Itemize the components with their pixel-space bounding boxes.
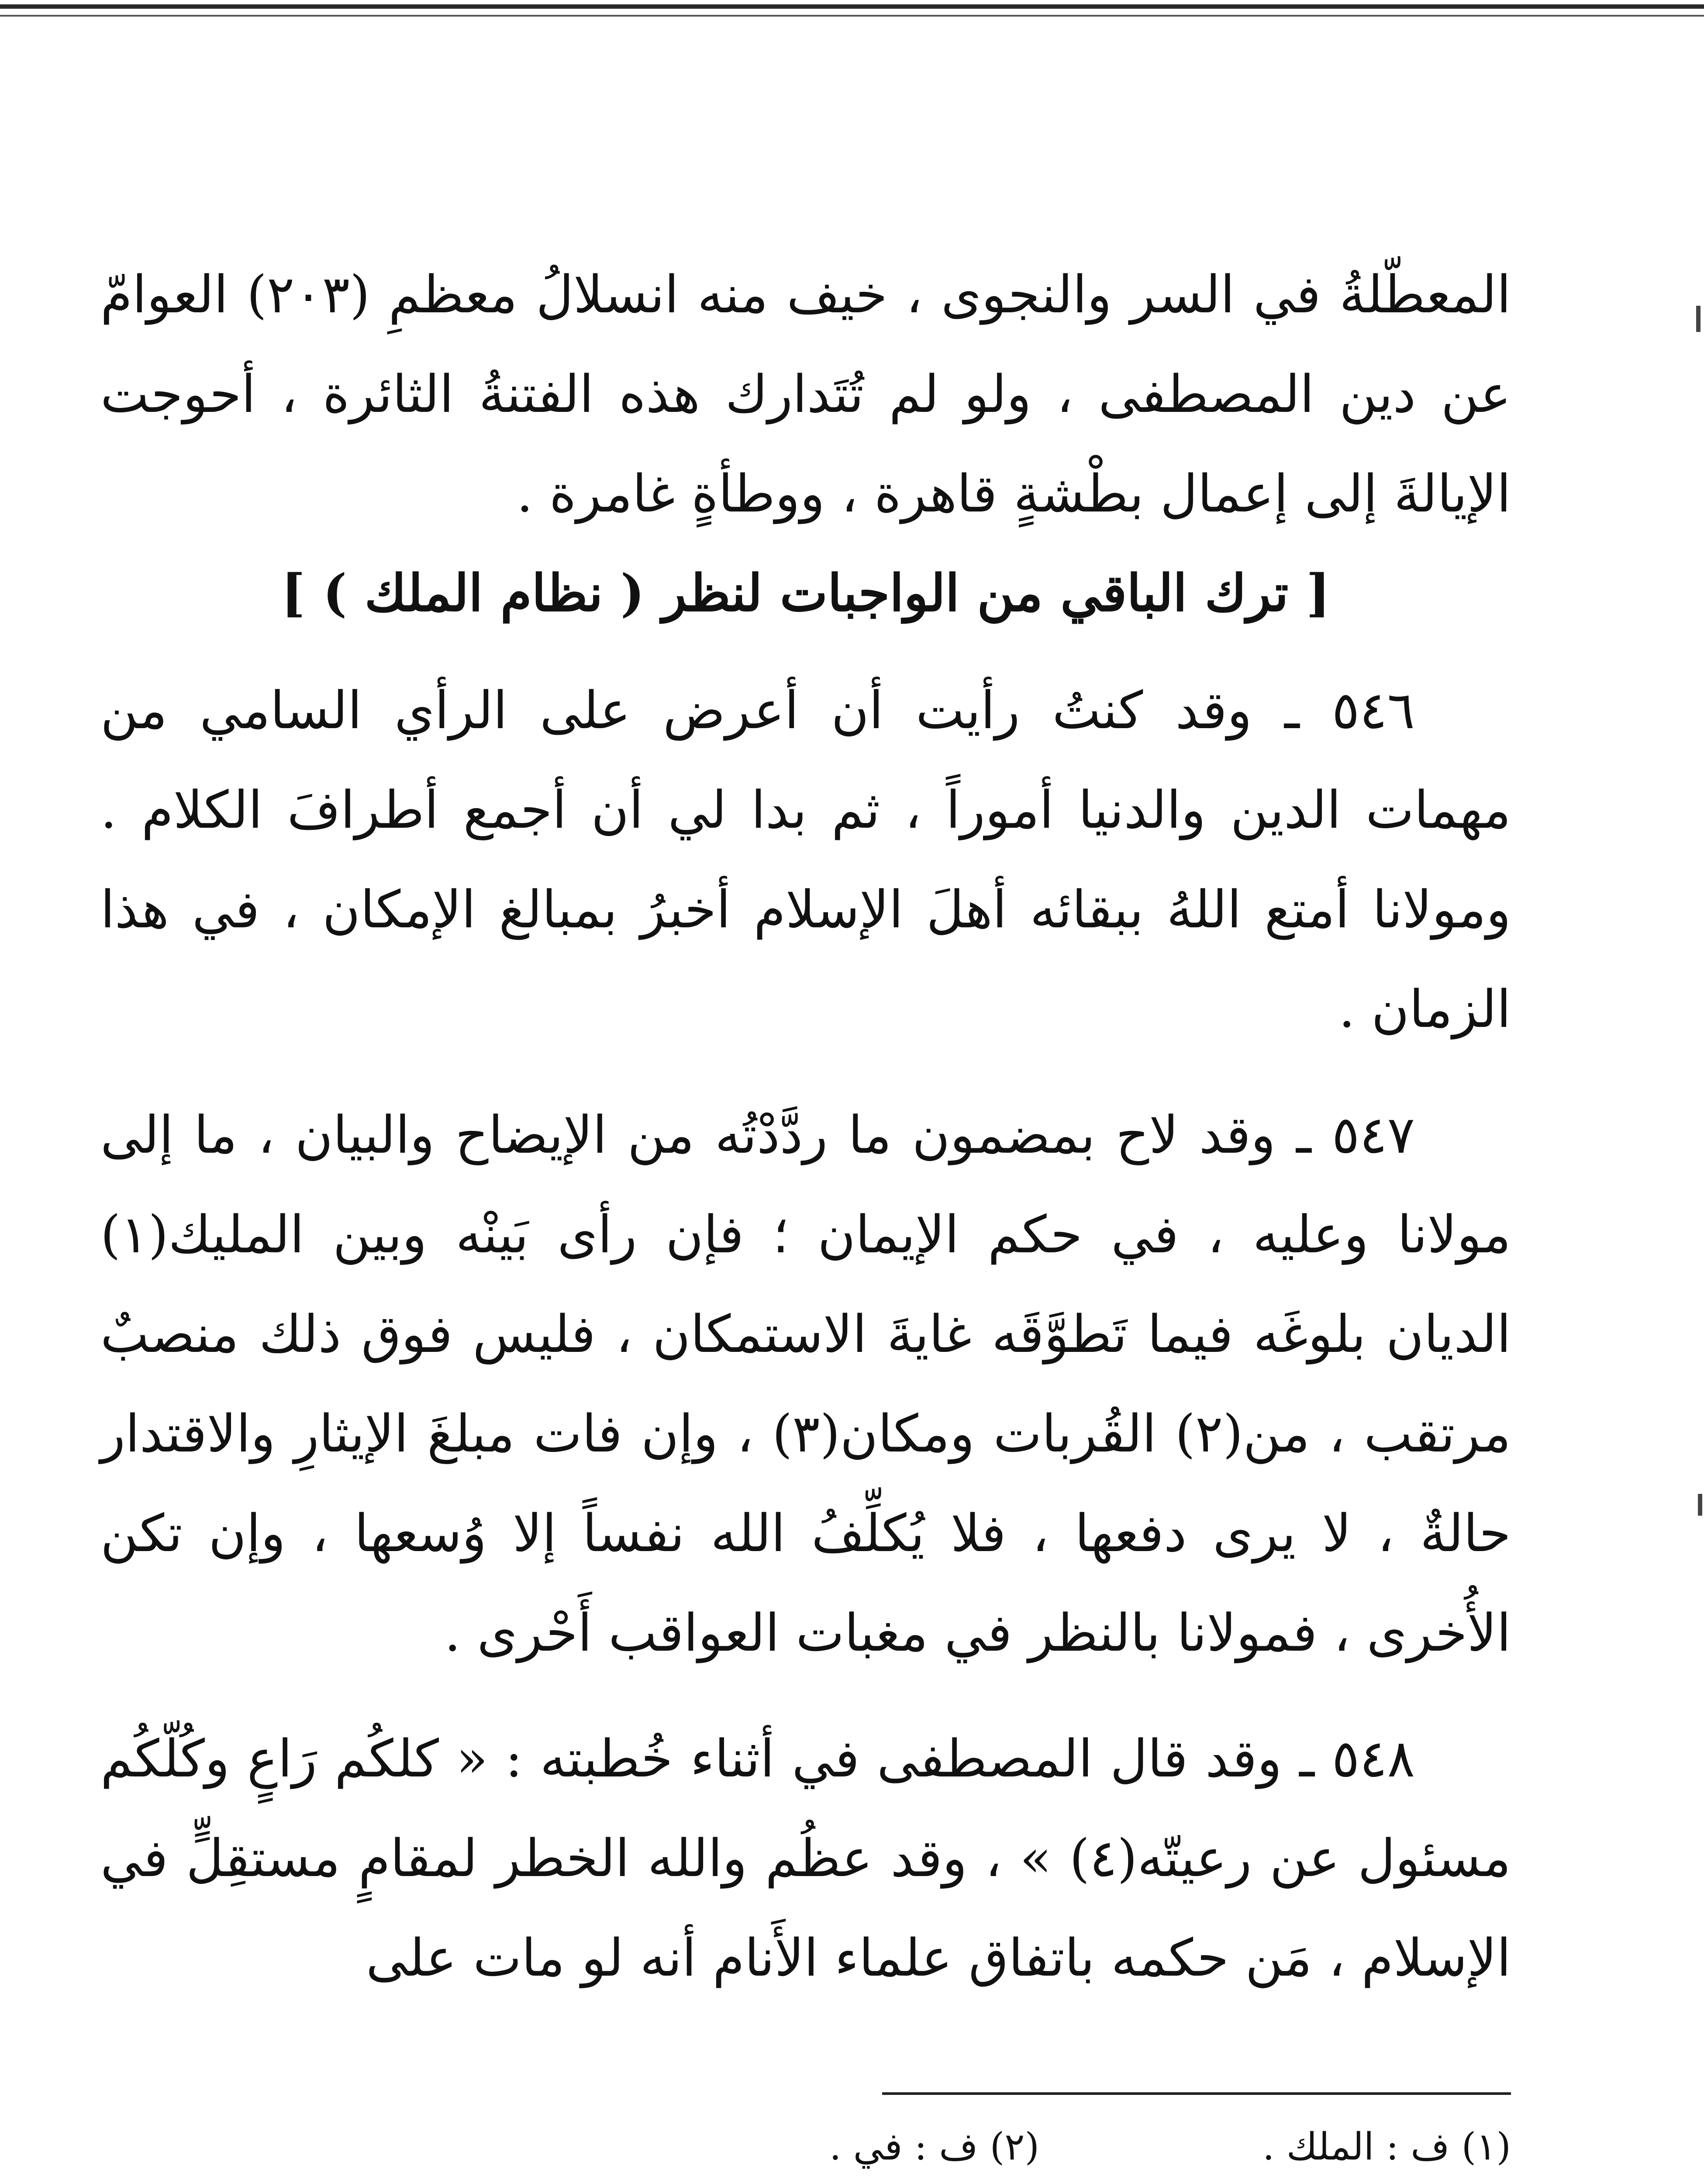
margin-mark-top: [1696, 306, 1701, 332]
footnote-4: [568, 2180, 1039, 2184]
footnote-row-1: [550, 2114, 1511, 2180]
footnote-1: (١) ف : الملك .: [1262, 2125, 1511, 2169]
paragraph-548: ٥٤٨ ـ وقد قال المصطفى في أثناء خُطبته : « كلكُم رَاعٍ وكُلّكُم مسئول عن رعيتّه(٤) » ، وقد عظُم والله الخطر لمقامٍ مستقِلٍّ في الإسلام ، مَن حكمه باتفاق علماء الأَنام أنه لو مات على: [100, 1728, 1511, 1988]
paragraph-intro: المعطّلةُ في السر والنجوى ، خيف منه انسلالُ معظمِ (٢٠٣) العوامّ عن دين المصطفى ، ولو لم تُتَدارك هذه الفتنةُ الثائرة ، أحوجت الإيالةَ إلى إعمال بطْشةٍ قاهرة ، ووطأةٍ غامرة .: [100, 264, 1511, 524]
section-heading: [ ترك الباقي من الواجبات لنظر ( نظام الملك ) ]: [281, 563, 1330, 623]
paragraph-546: ٥٤٦ ـ وقد كنتُ رأيت أن أعرض على الرأي السامي من مهمات الدين والدنيا أموراً ، ثم بدا لي أن أجمع أطرافَ الكلام . ومولانا أمتع اللهُ ببقائه أهلَ الإسلام أخبرُ بمبالغ الإمكان ، في هذا الزمان .: [100, 680, 1511, 1039]
footnotes: [550, 2114, 1511, 2184]
paragraph-547: ٥٤٧ ـ وقد لاح بمضمون ما ردَّدْتُه من الإيضاح والبيان ، ما إلى مولانا وعليه ، في حكم الإيمان ؛ فإن رأى بَينْه وبين المليك(١) الديان بلوغَه فيما تَطوَّقَه غايةَ الاستمكان ، فليس فوق ذلك منصبٌ مرتقب ، من(٢) القُربات ومكان(٣) ، وإن فات مبلغَ الإيثارِ والاقتدار حالةٌ ، لا يرى دفعها ، فلا يُكلِّفُ الله نفساً إلا وُسعها ، وإن تكن الأُخرى ، فمولانا بالنظر في مغبات العواقب أَحْرى .: [100, 1105, 1511, 1663]
footnote-row-2: [550, 2180, 1511, 2184]
top-border-rule: [0, 4, 1704, 9]
page-body: [100, 245, 1511, 2008]
top-border-rule-thin: [0, 15, 1704, 17]
footnote-3: [1039, 2180, 1511, 2184]
footnote-divider: [882, 2092, 1511, 2095]
footnote-2: (٢) ف : في .: [829, 2125, 1039, 2169]
margin-mark-middle: [1698, 1494, 1702, 1516]
